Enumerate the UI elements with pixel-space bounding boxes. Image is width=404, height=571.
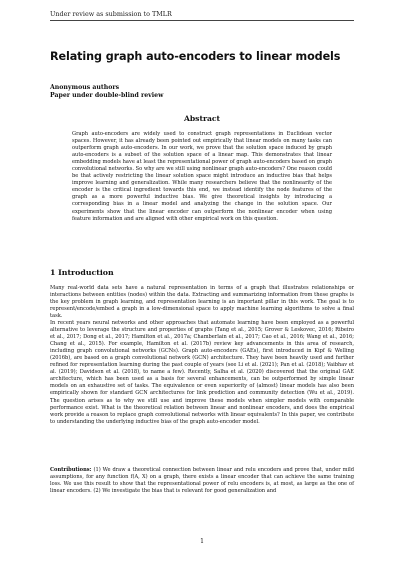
intro-paragraph-2: In recent years neural networks and other approaches that automate learning have been employed as a powerful alternative to leverage the structure and properties of graphs (Tang et al., 2015; Grover & Leskovec, 2016; Ribeiro et al., 2017; Dong et al., 2017; Hamilton et al., 2017a; Chamberlain et al., 2017; Cao et al., 2016; Wang et al., 2016; Chang et al., 2015). For example, Hamilton et al. (2017b) review key advancements in this area of research, including graph convolutional networks (GCNs). Graph auto-encoders (GAEs), first introduced in Kipf & Welling (2016b), are based on a graph convolutional network (GCN) architecture. They have been heavily used and further refined for representation learning during the past couple of years (see Li et al. (2021); Pan et al. (2018); Vaibhav et al. (2019); Davidson et al. (2018), to name a few). Recently, Salha et al. (2020) discovered that the original GAE architecture, which has been used as a basis for several enhancements, can be outperformed by simple linear models on an exhaustive set of tasks. The equivalence or even superiority of (almost) linear models has also been empirically shown for standard GCN architectures for link prediction and community detection (Wu et al., 2019). The question arises as to why we still use and improve these models when simpler models with comparable performance exist. What is the theoretical relation between linear and nonlinear encoders, and does the empirical work provide a reason to replace graph convolutional networks with linear equivalents? In this paper, we contribute to understanding the underlying inductive bias of the graph auto-encoder model. (50, 320, 354, 425)
abstract-heading: Abstract (183, 114, 221, 123)
review-note: Paper under double-blind review (50, 92, 164, 99)
header-rule (50, 20, 354, 21)
author-line: Anonymous authors (50, 84, 120, 91)
section-heading-introduction: 1 Introduction (50, 268, 114, 277)
abstract-text: Graph auto-encoders are widely used to construct graph representations in Euclidean vector spaces. However, it has already been pointed out empirically that linear models on many tasks can outperform graph auto-encoders. In our work, we prove that the solution space induced by graph auto-encoders is a subset of the solution space of a linear map. This demonstrates that linear embedding models have at least the representational power of graph auto-encoders based on graph convolutional networks. So why are we still using nonlinear graph auto-encoders? One reason could be that actively restricting the linear solution space might introduce an inductive bias that helps improve learning and generalization. While many researchers believe that the nonlinearity of the encoder is the critical ingredient towards this end, we instead identify the node features of the graph as a more powerful inductive bias. We give theoretical insights by introducing a corresponding bias in a linear model and analyzing the change in the solution space. Our experiments show that the linear encoder can outperform the nonlinear encoder when using feature information and are aligned with other empirical work on this question. (72, 131, 332, 222)
intro-paragraph-1: Many real-world data sets have a natural representation in terms of a graph that illustrates relationships or interactions between entities (nodes) within the data. Extracting and summarizing information from these graphs is the key problem in graph learning, and representation learning is an important pillar in this work. The goal is to represent/encode/embed a graph in a low-dimensional space to apply machine learning algorithms to solve a final task. (50, 285, 354, 320)
contributions-paragraph (50, 467, 354, 495)
contributions-text: (1) We draw a theoretical connection between linear and relu encoders and prove that, under mild assumptions, for any function f(A, X) on a graph, there exists a linear encoder that can achieve the same training loss. We use this result to show that the representational power of relu encoders is, at most, as large as the one of linear encoders. (2) We investigate the bias that is relevant for good generalization and (50, 467, 354, 495)
author-block (50, 84, 163, 100)
page-number: 1 (200, 538, 204, 545)
contributions-label: Contributions: (50, 467, 92, 473)
paper-title: Relating graph auto-encoders to linear models (50, 50, 341, 63)
running-head: Under review as submission to TMLR (50, 10, 172, 18)
